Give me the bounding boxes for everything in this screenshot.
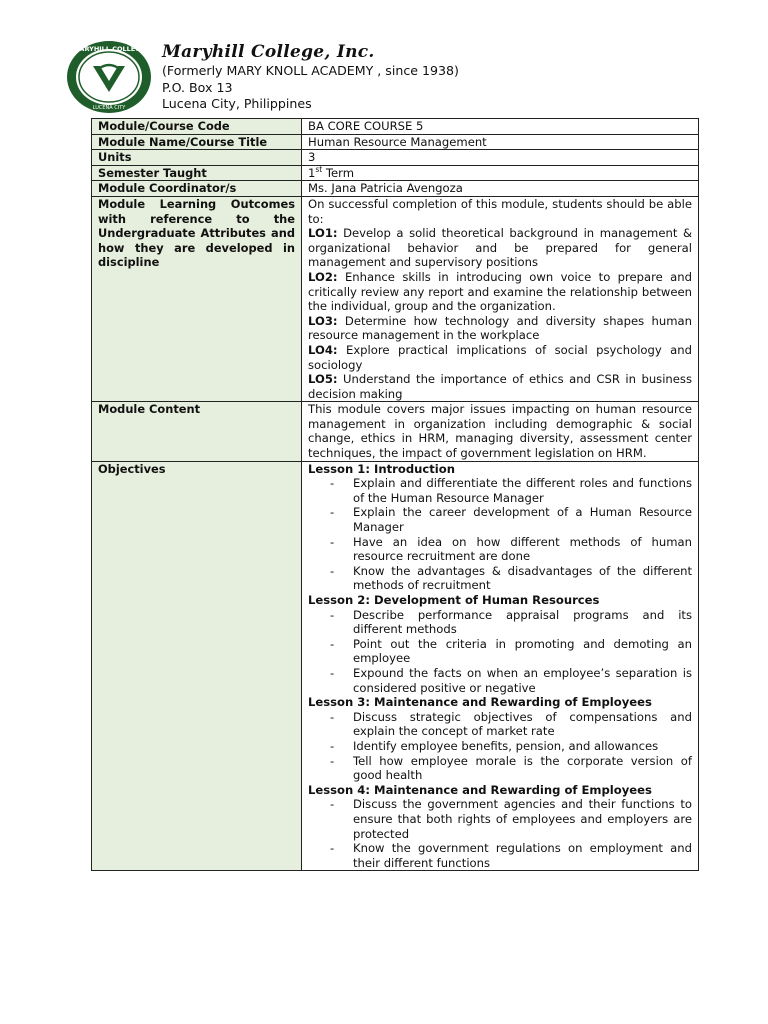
lesson-title: Lesson 3: Maintenance and Rewarding of Employees — [308, 695, 652, 710]
objective-item: - Point out the criteria in promoting and demoting an employee — [308, 637, 692, 666]
row-course-code — [92, 119, 699, 135]
learning-outcome-item — [308, 314, 692, 343]
learning-outcome-item — [308, 372, 692, 401]
label-semester: Semester Taught — [92, 165, 302, 181]
former-name: (Formerly MARY KNOLL ACADEMY , since 1938) — [162, 63, 459, 78]
row-objectives — [92, 461, 699, 871]
learning-outcome-text: Explore practical implications of social psychology and sociology — [308, 342, 692, 372]
value-learning-outcomes — [302, 196, 699, 401]
semester-term: Term — [322, 165, 355, 180]
value-objectives — [302, 461, 699, 871]
learning-outcome-code: LO4: — [308, 342, 338, 357]
label-learning-outcomes: Module Learning Outcomes with reference to the Undergraduate Attributes and how they are developed in discipline — [92, 196, 302, 401]
row-learning-outcomes — [92, 196, 699, 401]
semester-number: 1 — [308, 165, 316, 180]
row-course-title — [92, 134, 699, 150]
lesson-objective-list — [308, 797, 692, 870]
objective-item: - Identify employee benefits, pension, and allowances — [308, 739, 692, 754]
objective-item: - Explain and differentiate the different roles and functions of the Human Resource Manager — [308, 476, 692, 505]
value-course-title: Human Resource Management — [302, 134, 699, 150]
row-semester — [92, 165, 699, 181]
outcomes-intro: On successful completion of this module, students should be able to: — [308, 196, 692, 226]
label-objectives: Objectives — [92, 461, 302, 871]
row-coordinator — [92, 181, 699, 197]
objective-item: - Discuss the government agencies and their functions to ensure that both rights of employees and employers are protected — [308, 797, 692, 841]
learning-outcome-code: LO5: — [308, 372, 338, 387]
objective-item: - Discuss strategic objectives of compensations and explain the concept of market rate — [308, 710, 692, 739]
value-coordinator: Ms. Jana Patricia Avengoza — [302, 181, 699, 197]
value-course-code: BA CORE COURSE 5 — [302, 119, 699, 135]
learning-outcome-code: LO1: — [308, 226, 338, 241]
seal-text-top: MARYHILL COLLEGE — [72, 45, 146, 53]
outcome-list — [308, 226, 692, 401]
objective-item: - Have an idea on how different methods of human resource recruitment are done — [308, 535, 692, 564]
value-semester — [302, 165, 699, 181]
document-header — [66, 40, 706, 116]
row-module-content — [92, 402, 699, 461]
learning-outcome-text: Determine how technology and diversity shapes human resource management in the workplace — [308, 313, 692, 343]
module-info-table — [91, 118, 699, 871]
city-address: Lucena City, Philippines — [162, 96, 312, 111]
learning-outcome-text: Understand the importance of ethics and CSR in business decision making — [308, 372, 692, 401]
lesson-objective-list — [308, 608, 692, 696]
label-coordinator: Module Coordinator/s — [92, 181, 302, 197]
objective-item: - Explain the career development of a Human Resource Manager — [308, 505, 692, 534]
objective-item: - Know the government regulations on employment and their different functions — [308, 841, 692, 870]
objective-item: - Expound the facts on when an employee’s separation is considered positive or negative — [308, 666, 692, 695]
college-name: Maryhill College, Inc. — [162, 42, 375, 62]
row-units — [92, 150, 699, 166]
value-module-content: This module covers major issues impacting on human resource management in organization including demographic & social change, ethics in HRM, managing diversity, assessment center techniques, the impact of government legislation on HRM. — [302, 402, 699, 461]
value-units: 3 — [302, 150, 699, 166]
po-box: P.O. Box 13 — [162, 79, 233, 95]
learning-outcome-code: LO3: — [308, 313, 338, 328]
learning-outcome-code: LO2: — [308, 269, 338, 284]
label-course-code: Module/Course Code — [92, 119, 302, 135]
learning-outcome-text: Develop a solid theoretical background in management & organizational behavior and be prepared for general management and supervisory positions — [308, 226, 692, 270]
objective-item: - Tell how employee morale is the corporate version of good health — [308, 754, 692, 783]
objective-item: - Describe performance appraisal programs and its different methods — [308, 608, 692, 637]
label-module-content: Module Content — [92, 402, 302, 461]
learning-outcome-item — [308, 343, 692, 372]
lesson-title: Lesson 4: Maintenance and Rewarding of Employees — [308, 782, 652, 797]
label-course-title: Module Name/Course Title — [92, 134, 302, 150]
learning-outcome-item — [308, 226, 692, 270]
learning-outcome-item — [308, 270, 692, 314]
objective-item: - Know the advantages & disadvantages of the different methods of recruitment — [308, 564, 692, 593]
lesson-title: Lesson 1: Introduction — [308, 461, 455, 476]
lesson-objective-list — [308, 710, 692, 783]
semester-suffix: st — [315, 164, 323, 174]
college-seal-logo — [66, 40, 152, 114]
lesson-objective-list — [308, 476, 692, 593]
label-units: Units — [92, 150, 302, 166]
learning-outcome-text: Enhance skills in introducing own voice to prepare and critically review any report and examine the relationship between the individual, group and the organization. — [308, 269, 692, 314]
seal-text-bottom: LUCENA CITY — [92, 105, 126, 111]
lesson-title: Lesson 2: Development of Human Resources — [308, 593, 600, 607]
